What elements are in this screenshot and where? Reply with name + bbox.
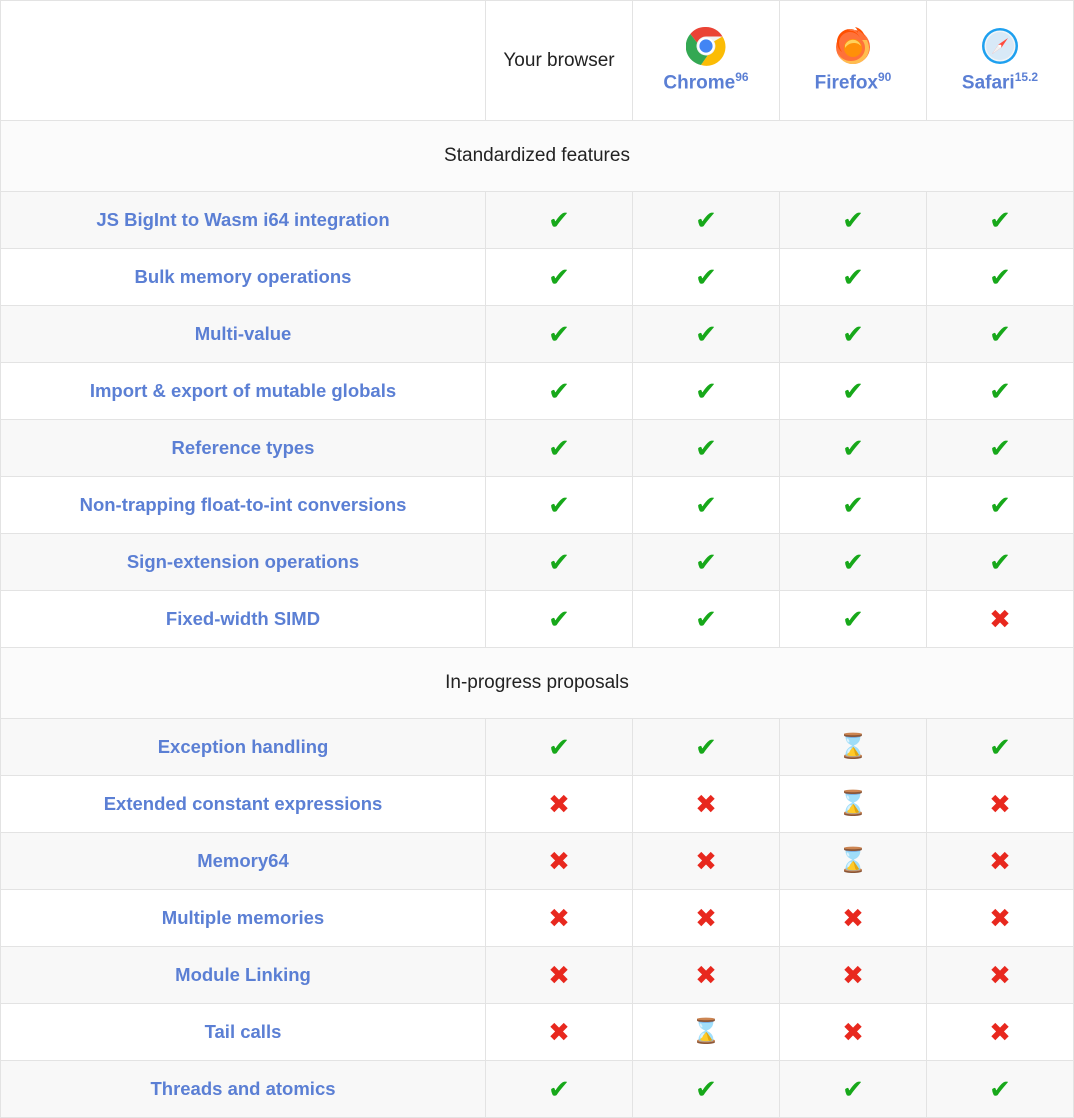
safari-label: Safari$^{15.2}$ [961, 69, 1039, 94]
support-cell-safari [927, 719, 1074, 776]
in-progress-hourglass-icon: ⌛ [691, 1018, 721, 1045]
unsupported-cross-icon: ✖ [548, 788, 570, 819]
feature-name-link[interactable]: Sign-extension operations [1, 534, 486, 591]
feature-name-link[interactable]: Extended constant expressions [1, 776, 486, 833]
supported-check-icon: ✔ [989, 318, 1011, 349]
unsupported-cross-icon: ✖ [548, 902, 570, 933]
table-row [1, 477, 1074, 534]
support-cell-chrome [633, 363, 780, 420]
feature-name-link[interactable]: JS BigInt to Wasm i64 integration [1, 192, 486, 249]
supported-check-icon: ✔ [695, 432, 717, 463]
support-cell-firefox [780, 363, 927, 420]
feature-name-link[interactable]: Memory64 [1, 833, 486, 890]
feature-name-link[interactable]: Threads and atomics [1, 1061, 486, 1118]
section-header-row [1, 121, 1074, 192]
support-cell-firefox [780, 192, 927, 249]
supported-check-icon: ✔ [842, 204, 864, 235]
header-row [1, 1, 1074, 121]
support-cell-chrome [633, 420, 780, 477]
supported-check-icon: ✔ [842, 318, 864, 349]
supported-check-icon: ✔ [548, 318, 570, 349]
feature-name-link[interactable]: Multi-value [1, 306, 486, 363]
support-cell-your-browser [486, 363, 633, 420]
unsupported-cross-icon: ✖ [548, 959, 570, 990]
supported-check-icon: ✔ [695, 546, 717, 577]
supported-check-icon: ✔ [548, 375, 570, 406]
support-cell-firefox [780, 591, 927, 648]
support-cell-safari [927, 477, 1074, 534]
support-cell-firefox [780, 833, 927, 890]
support-cell-your-browser [486, 719, 633, 776]
support-cell-safari [927, 249, 1074, 306]
support-cell-firefox [780, 776, 927, 833]
supported-check-icon: ✔ [842, 1073, 864, 1104]
support-cell-chrome [633, 776, 780, 833]
support-cell-safari [927, 1004, 1074, 1061]
support-cell-your-browser [486, 1004, 633, 1061]
unsupported-cross-icon: ✖ [548, 1016, 570, 1047]
supported-check-icon: ✔ [548, 489, 570, 520]
support-cell-chrome [633, 890, 780, 947]
support-cell-safari [927, 890, 1074, 947]
support-cell-your-browser [486, 306, 633, 363]
support-cell-safari [927, 1061, 1074, 1118]
supported-check-icon: ✔ [842, 432, 864, 463]
unsupported-cross-icon: ✖ [695, 788, 717, 819]
your-browser-label: Your browser [503, 49, 615, 71]
column-header-safari [927, 1, 1074, 121]
supported-check-icon: ✔ [842, 489, 864, 520]
unsupported-cross-icon: ✖ [842, 1016, 864, 1047]
support-cell-safari [927, 192, 1074, 249]
support-cell-firefox [780, 306, 927, 363]
section-title: In-progress proposals [1, 648, 1074, 719]
table-row [1, 591, 1074, 648]
table-row [1, 1061, 1074, 1118]
table-header [1, 1, 1074, 121]
unsupported-cross-icon: ✖ [695, 959, 717, 990]
support-cell-firefox [780, 420, 927, 477]
support-cell-firefox [780, 1061, 927, 1118]
supported-check-icon: ✔ [989, 375, 1011, 406]
feature-name-link[interactable]: Exception handling [1, 719, 486, 776]
supported-check-icon: ✔ [842, 603, 864, 634]
chrome-label: Chrome$^{96}$ [663, 69, 749, 94]
safari-logo-icon [927, 26, 1073, 66]
firefox-label: Firefox$^{90}$ [814, 69, 892, 94]
supported-check-icon: ✔ [989, 489, 1011, 520]
supported-check-icon: ✔ [695, 318, 717, 349]
support-cell-your-browser [486, 477, 633, 534]
in-progress-hourglass-icon: ⌛ [838, 790, 868, 817]
table-body [1, 121, 1074, 1118]
section-header-row [1, 648, 1074, 719]
table-row [1, 947, 1074, 1004]
table-row [1, 420, 1074, 477]
supported-check-icon: ✔ [548, 261, 570, 292]
support-cell-your-browser [486, 947, 633, 1004]
support-cell-firefox [780, 534, 927, 591]
support-cell-safari [927, 306, 1074, 363]
chrome-logo-icon [633, 26, 779, 66]
support-cell-chrome [633, 719, 780, 776]
table-row [1, 306, 1074, 363]
unsupported-cross-icon: ✖ [695, 845, 717, 876]
support-cell-safari [927, 591, 1074, 648]
unsupported-cross-icon: ✖ [989, 902, 1011, 933]
table-row [1, 719, 1074, 776]
supported-check-icon: ✔ [548, 546, 570, 577]
unsupported-cross-icon: ✖ [989, 845, 1011, 876]
support-cell-firefox [780, 719, 927, 776]
support-cell-safari [927, 833, 1074, 890]
supported-check-icon: ✔ [989, 432, 1011, 463]
support-cell-your-browser [486, 890, 633, 947]
support-cell-chrome [633, 591, 780, 648]
feature-name-link[interactable]: Tail calls [1, 1004, 486, 1061]
supported-check-icon: ✔ [989, 261, 1011, 292]
feature-name-link[interactable]: Bulk memory operations [1, 249, 486, 306]
header-corner-blank [1, 1, 486, 121]
unsupported-cross-icon: ✖ [842, 902, 864, 933]
supported-check-icon: ✔ [695, 731, 717, 762]
support-cell-safari [927, 363, 1074, 420]
supported-check-icon: ✔ [548, 603, 570, 634]
support-cell-your-browser [486, 420, 633, 477]
column-header-chrome [633, 1, 780, 121]
supported-check-icon: ✔ [842, 375, 864, 406]
unsupported-cross-icon: ✖ [989, 603, 1011, 634]
support-cell-your-browser [486, 1061, 633, 1118]
support-cell-firefox [780, 477, 927, 534]
support-cell-chrome [633, 1004, 780, 1061]
support-cell-safari [927, 420, 1074, 477]
support-cell-safari [927, 534, 1074, 591]
column-header-your-browser [486, 1, 633, 121]
feature-name-link[interactable]: Module Linking [1, 947, 486, 1004]
feature-name-link[interactable]: Multiple memories [1, 890, 486, 947]
supported-check-icon: ✔ [989, 1073, 1011, 1104]
supported-check-icon: ✔ [548, 204, 570, 235]
supported-check-icon: ✔ [842, 261, 864, 292]
table-row [1, 776, 1074, 833]
table-row [1, 249, 1074, 306]
supported-check-icon: ✔ [548, 1073, 570, 1104]
support-cell-chrome [633, 833, 780, 890]
supported-check-icon: ✔ [695, 375, 717, 406]
supported-check-icon: ✔ [842, 546, 864, 577]
column-header-firefox [780, 1, 927, 121]
supported-check-icon: ✔ [548, 432, 570, 463]
table-row [1, 833, 1074, 890]
support-cell-firefox [780, 890, 927, 947]
feature-name-link[interactable]: Import & export of mutable globals [1, 363, 486, 420]
supported-check-icon: ✔ [695, 603, 717, 634]
supported-check-icon: ✔ [989, 546, 1011, 577]
supported-check-icon: ✔ [695, 489, 717, 520]
unsupported-cross-icon: ✖ [842, 959, 864, 990]
support-cell-firefox [780, 947, 927, 1004]
feature-name-link[interactable]: Non-trapping float-to-int conversions [1, 477, 486, 534]
table-row [1, 890, 1074, 947]
table-row [1, 192, 1074, 249]
feature-name-link[interactable]: Reference types [1, 420, 486, 477]
support-cell-chrome [633, 306, 780, 363]
supported-check-icon: ✔ [695, 1073, 717, 1104]
support-cell-your-browser [486, 833, 633, 890]
unsupported-cross-icon: ✖ [548, 845, 570, 876]
support-cell-your-browser [486, 591, 633, 648]
support-cell-chrome [633, 947, 780, 1004]
support-cell-safari [927, 776, 1074, 833]
support-cell-your-browser [486, 192, 633, 249]
table-row [1, 1004, 1074, 1061]
support-cell-chrome [633, 192, 780, 249]
in-progress-hourglass-icon: ⌛ [838, 733, 868, 760]
support-cell-firefox [780, 249, 927, 306]
supported-check-icon: ✔ [548, 731, 570, 762]
unsupported-cross-icon: ✖ [989, 959, 1011, 990]
support-cell-firefox [780, 1004, 927, 1061]
support-cell-chrome [633, 249, 780, 306]
supported-check-icon: ✔ [989, 204, 1011, 235]
in-progress-hourglass-icon: ⌛ [838, 847, 868, 874]
table-row [1, 363, 1074, 420]
feature-name-link[interactable]: Fixed-width SIMD [1, 591, 486, 648]
firefox-logo-icon [780, 26, 926, 66]
section-title: Standardized features [1, 121, 1074, 192]
unsupported-cross-icon: ✖ [695, 902, 717, 933]
supported-check-icon: ✔ [989, 731, 1011, 762]
support-cell-chrome [633, 1061, 780, 1118]
supported-check-icon: ✔ [695, 204, 717, 235]
support-cell-your-browser [486, 249, 633, 306]
unsupported-cross-icon: ✖ [989, 788, 1011, 819]
unsupported-cross-icon: ✖ [989, 1016, 1011, 1047]
table-row [1, 534, 1074, 591]
support-cell-safari [927, 947, 1074, 1004]
support-cell-chrome [633, 477, 780, 534]
support-cell-your-browser [486, 534, 633, 591]
support-cell-chrome [633, 534, 780, 591]
supported-check-icon: ✔ [695, 261, 717, 292]
support-cell-your-browser [486, 776, 633, 833]
